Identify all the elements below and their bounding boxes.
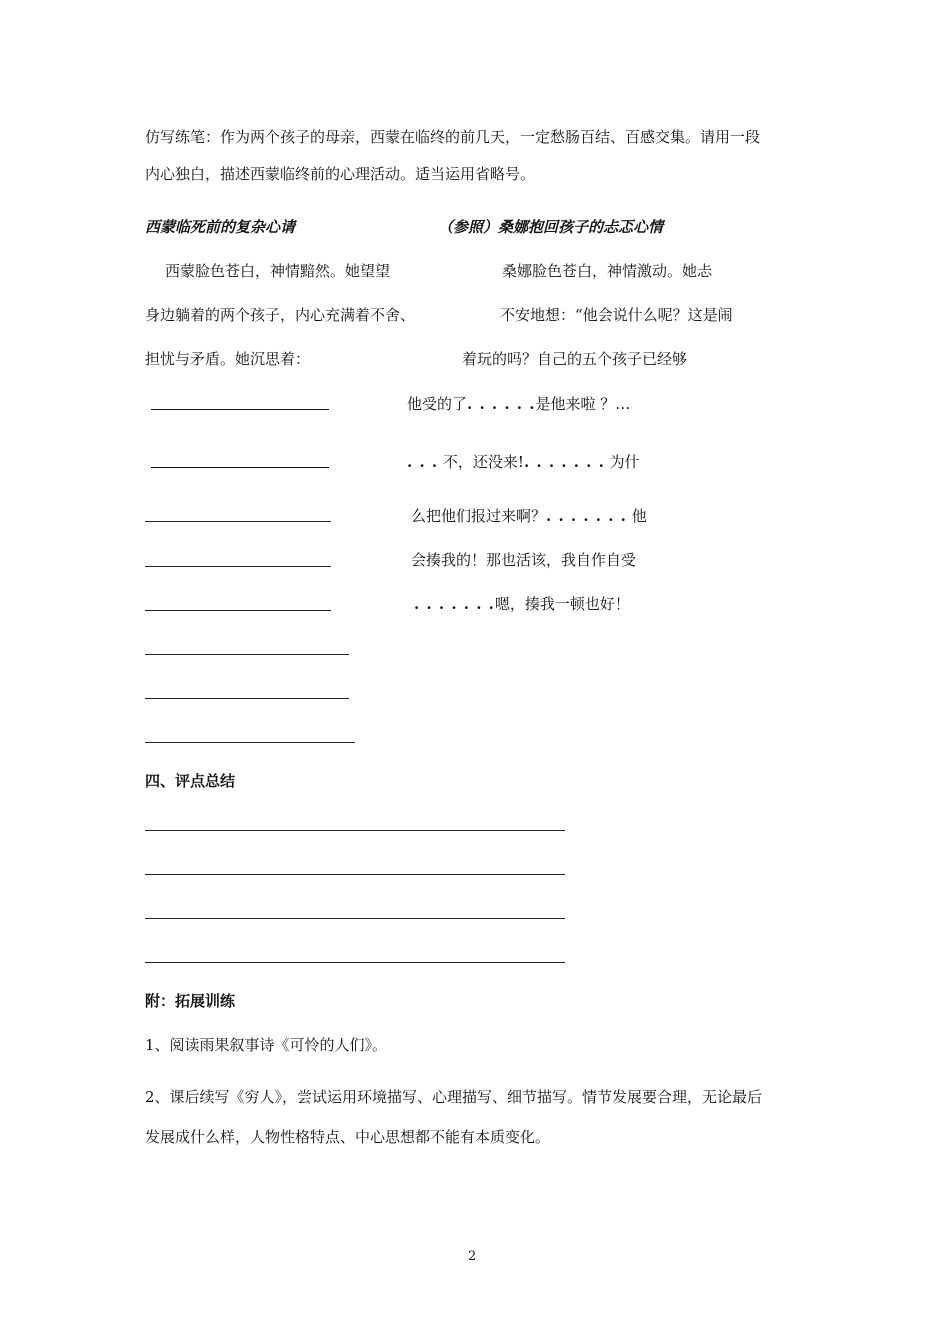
right-line-1: 桑娜脸色苍白，神情激动。她忐 bbox=[502, 262, 713, 280]
ellipsis-dots: . . . . . . . bbox=[546, 507, 627, 525]
left-line-2: 身边躺着的两个孩子，内心充满着不舍、 bbox=[145, 306, 416, 324]
right-line-6-tail: 他 bbox=[631, 507, 647, 525]
right-line-7: 会揍我的！那也活该，我自作自受 bbox=[411, 551, 637, 569]
writing-blank-line[interactable] bbox=[145, 654, 349, 655]
left-heading: 西蒙临死前的复杂心请 bbox=[145, 218, 296, 236]
writing-blank-line[interactable] bbox=[145, 566, 331, 567]
left-line-3: 担忧与矛盾。她沉思着： bbox=[145, 350, 311, 368]
writing-blank-line[interactable] bbox=[151, 409, 329, 410]
ellipsis-dots: . . . . . . . bbox=[523, 453, 605, 471]
ellipsis-dots: . . . . . . . bbox=[414, 595, 495, 613]
writing-blank-line[interactable] bbox=[145, 521, 331, 522]
appendix-item-2-continued: 发展成什么样，人物性格特点、中心思想都不能有本质变化。 bbox=[145, 1128, 551, 1146]
right-line-2: 不安地想：“他会说什么呢？这是闹 bbox=[500, 306, 733, 324]
summary-blank-line[interactable] bbox=[145, 874, 565, 875]
page-number: 2 bbox=[468, 1249, 477, 1264]
writing-blank-line[interactable] bbox=[145, 742, 355, 743]
writing-blank-line[interactable] bbox=[151, 467, 329, 468]
right-line-8 bbox=[414, 594, 630, 614]
section-heading-summary: 四、评点总结 bbox=[145, 772, 236, 790]
right-line-3: 着玩的吗？自己的五个孩子已经够 bbox=[462, 350, 688, 368]
right-heading: （参照）桑娜抱回孩子的忐忑心情 bbox=[438, 218, 664, 236]
right-line-8-tail: 嗯，揍我一顿也好！ bbox=[494, 595, 630, 613]
writing-blank-line[interactable] bbox=[145, 610, 331, 611]
right-line-6-text: 么把他们报过来啊？ bbox=[411, 507, 547, 525]
summary-blank-line[interactable] bbox=[145, 830, 565, 831]
intro-line-2: 内心独白，描述西蒙临终前的心理活动。适当运用省略号。 bbox=[145, 165, 536, 183]
right-line-5-tail: 为什 bbox=[609, 453, 640, 471]
left-line-1: 西蒙脸色苍白，神情黯然。她望望 bbox=[165, 262, 391, 280]
right-line-4-tail: 是他来啦 ？… bbox=[535, 395, 631, 413]
right-line-4-text: 他受的了 bbox=[407, 395, 468, 413]
writing-blank-line[interactable] bbox=[145, 698, 349, 699]
summary-blank-line[interactable] bbox=[145, 962, 565, 963]
summary-blank-line[interactable] bbox=[145, 918, 565, 919]
ellipsis-dots: . . . bbox=[407, 453, 439, 471]
right-line-4 bbox=[407, 394, 630, 414]
intro-line-1: 仿写练笔：作为两个孩子的母亲，西蒙在临终的前几天，一定愁肠百结、百感交集。请用一段 bbox=[145, 128, 761, 146]
appendix-item-2: 2、课后续写《穷人》，尝试运用环境描写、心理描写、细节描写。情节发展要合理，无论最后 bbox=[145, 1088, 763, 1106]
right-line-5-text: 不，还没来! bbox=[442, 453, 524, 471]
ellipsis-dots: . . . . . . bbox=[467, 395, 536, 413]
right-line-6 bbox=[411, 506, 647, 526]
right-line-5 bbox=[407, 452, 640, 472]
appendix-item-1: 1、阅读雨果叙事诗《可怜的人们》。 bbox=[145, 1036, 388, 1054]
appendix-heading: 附：拓展训练 bbox=[145, 992, 236, 1010]
